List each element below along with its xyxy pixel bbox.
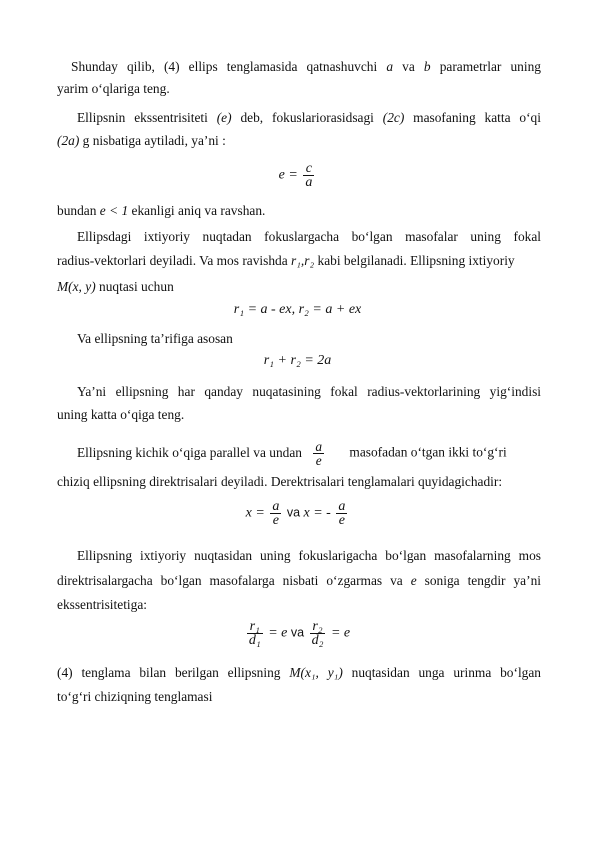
formula-directrix [0,500,595,527]
text: deb, fokuslariorasidsagi [240,110,374,125]
math-point: M(x₁, y₁) [289,665,343,680]
fraction-den: e [338,513,345,528]
para9-line2: to‘g‘ri chiziqning tenglamasi [57,689,213,704]
para4-line2 [57,250,541,272]
text: kabi belgilanadi. Ellipsning ixtiyoriy [317,253,515,268]
para6-line2: uning katta o‘qiga teng. [57,407,185,422]
formula-eccentricity [0,162,595,189]
fraction-num: a [272,499,280,514]
math-r1r2: r₁,r₂ [291,253,315,268]
para7-line1 [57,440,541,467]
text: nuqtasidan unga urinma bo‘lgan [351,665,541,680]
text: parametrlar uning [439,59,541,74]
math-ineq: e < 1 [99,203,129,218]
para4-line1 [57,226,541,248]
fraction [303,162,314,189]
fraction [270,500,281,527]
text: nuqtasi uchun [99,279,174,294]
fraction-num: r₁ [247,620,263,634]
text: masofaning katta o‘qi [413,110,541,125]
text: Ellipsnin ekssentrisiteti [77,110,208,125]
text: ekanligi aniq va ravshan. [131,203,266,218]
para8-line2 [57,570,541,592]
fraction-num: a [315,439,323,454]
para8-line3: ekssentrisitetiga: [57,597,147,612]
text: Ellipsning kichik o‘qiga parallel va undan [77,444,302,460]
math-e: e [410,573,417,588]
fraction [310,620,326,647]
para5 [57,328,541,350]
text-va: va [286,505,301,520]
formula-radii: r₁ = a - ex, r₂ = a + ex [233,302,362,317]
fraction-den: d₂ [311,633,324,648]
text: Ya’ni ellipsning har qanday nuqatasining fokal radius-vektorlarining yig‘indisi [77,384,541,399]
fraction-den: d₁ [248,633,261,648]
math-b: b [423,59,431,74]
para7-line2: chiziq ellipsning direktrisalari deyiladi. Derektrisalari tenglamalari quyidagichadir: [57,474,503,489]
math-a: a [386,59,394,74]
text: radius-vektorlari deyiladi. Va mos ravishda [57,253,288,268]
math-e: (e) [216,110,232,125]
para2-line2 [57,130,541,152]
para1-line1 [57,56,541,78]
formula-ratio [0,620,595,647]
text: bundan [57,203,97,218]
formula-eq: = e [330,625,351,641]
fraction-num: r₂ [310,620,326,634]
para4-line3 [57,276,541,298]
para2-line1 [57,107,541,129]
text-va: va [290,625,305,640]
formula-lhs: x = [245,505,265,521]
text: Shunday qilib, (4) ellips tenglamasida qatnashuvchi [71,59,378,74]
formula-lhs: e = [278,167,298,183]
fraction [247,620,263,647]
text: direktrisalargacha bo‘lgan masofalarga nisbati o‘zgarmas va [57,573,403,588]
math-2c: (2c) [382,110,405,125]
para1-line2: yarim o‘qlariga teng. [57,81,170,96]
text: (4) tenglama bilan berilgan ellipsning [57,665,281,680]
text: masofadan o‘tgan ikki to‘g‘ri [349,444,507,460]
formula-sum: r₁ + r₂ = 2a [263,353,332,368]
text: va [402,59,415,74]
formula-eq: = e [268,625,288,641]
text: Ellipsdagi ixtiyoriy nuqtadan fokuslargacha bo‘lgan masofalar uning fokal [77,229,541,244]
formula-lhs: x = - [303,505,331,521]
para6-line1 [57,381,541,403]
text: g nisbatiga aytiladi, ya’ni : [82,133,226,148]
math-2a: (2a) [57,133,80,148]
para8-line1 [57,545,541,567]
para3 [57,200,541,222]
fraction-den: e [313,453,324,467]
fraction [336,500,347,527]
fraction-den: e [272,513,279,528]
para9-line1 [57,662,541,684]
fraction-den: a [305,175,313,190]
text: Va ellipsning ta’rifiga asosan [77,331,233,346]
fraction-num: a [338,499,346,514]
math-point: M(x, y) [57,279,96,294]
text: Ellipsning ixtiyoriy nuqtasidan uning fokuslarigacha bo‘lgan masofalarning mos [77,548,541,563]
fraction [313,440,324,467]
text: soniga tengdir ya’ni [424,573,541,588]
fraction-num: c [303,162,314,176]
